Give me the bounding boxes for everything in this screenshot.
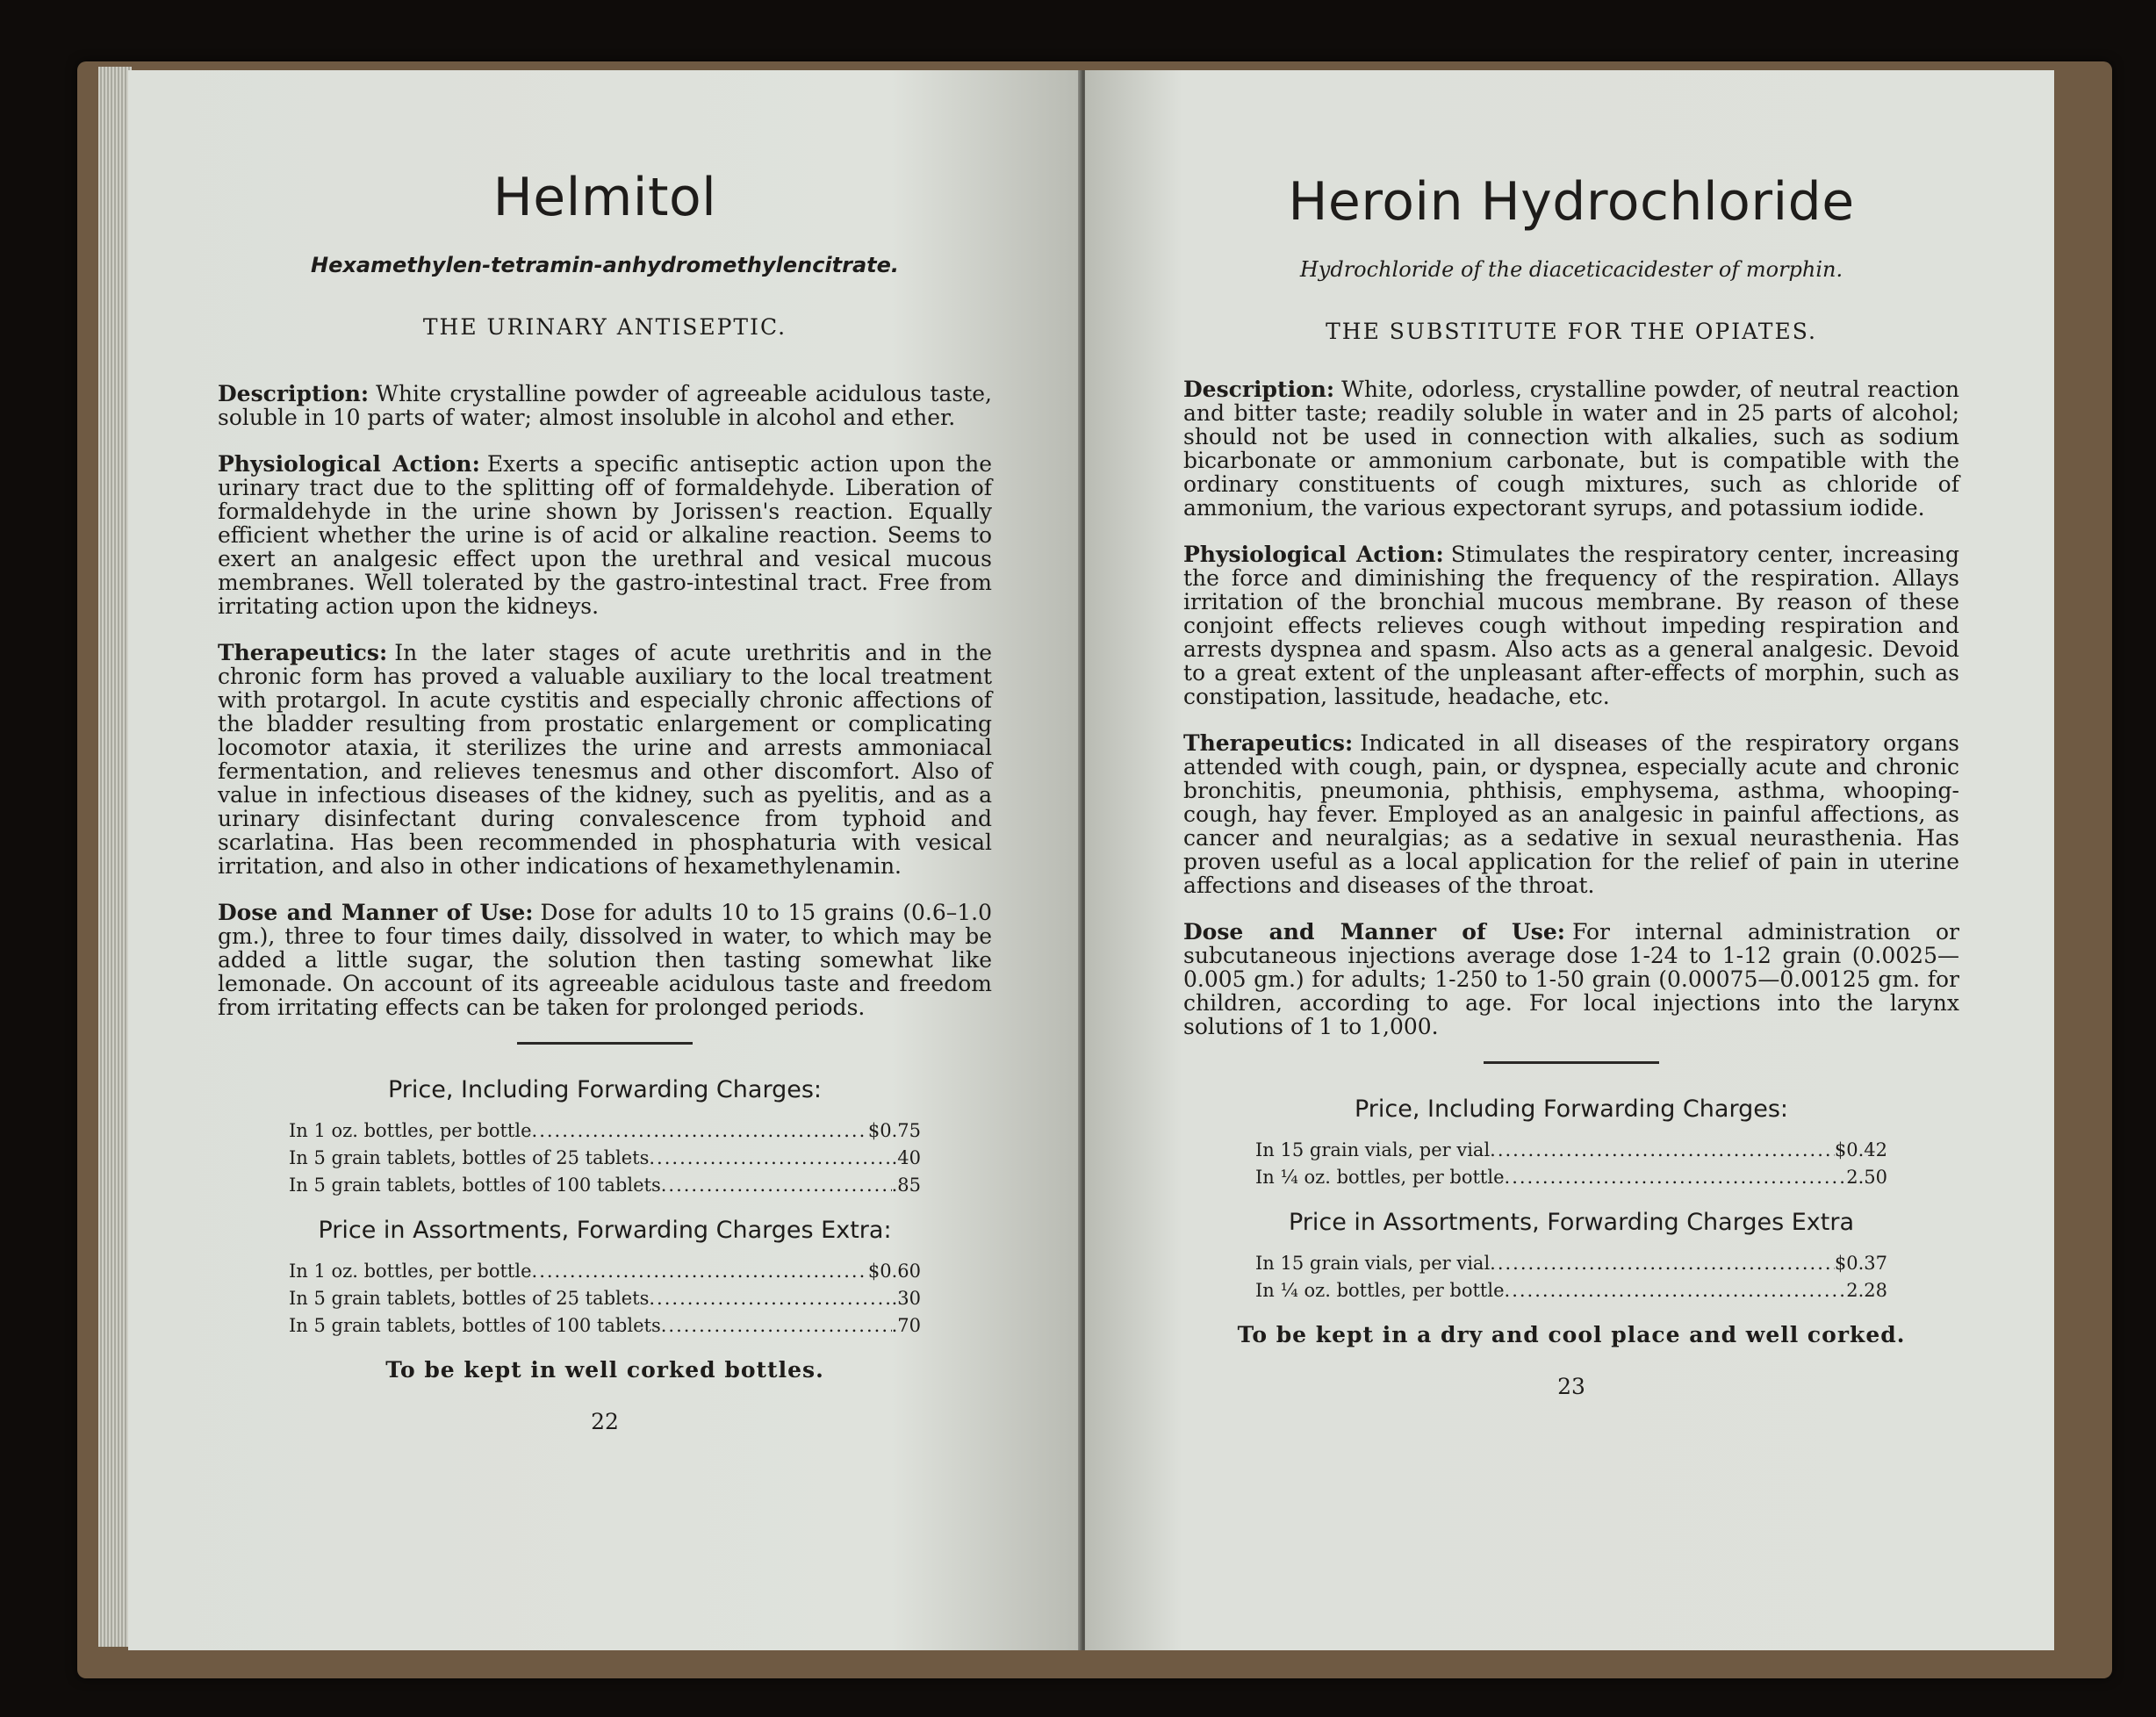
- right-page-content: [1183, 171, 1959, 1399]
- price-item: In 5 grain tablets, bottles of 100 tablets: [289, 1175, 661, 1196]
- left-page: [128, 70, 1082, 1650]
- price-row: [289, 1258, 921, 1285]
- price-item: In ¼ oz. bottles, per bottle: [1255, 1167, 1505, 1188]
- price-list: [1255, 1137, 1887, 1191]
- section-text: Dose for adults 10 to 15 grains (0.6–1.0 gm.), three to four times daily, dissolved in water, to which may be added a little sugar, the solution then tasting somewhat like lemonade. On account of its agreeable acidulous taste and freedom from irritating effects can be taken for prolonged periods.: [218, 900, 992, 1020]
- price-row: [289, 1172, 921, 1199]
- right-page: [1085, 70, 2054, 1650]
- left-page-content: [218, 167, 992, 1434]
- price-row: [1255, 1137, 1887, 1164]
- description-paragraph: [1183, 377, 1959, 520]
- price-value: .40: [891, 1147, 921, 1168]
- storage-note: To be kept in a dry and cool place and well corked.: [1237, 1322, 1906, 1347]
- right-page-title: Heroin Hydrochloride: [1288, 171, 1855, 233]
- section-label: Physiological Action:: [218, 451, 480, 477]
- price-item: In 1 oz. bottles, per bottle: [289, 1261, 532, 1282]
- price-item: In 5 grain tablets, bottles of 25 tablets: [289, 1288, 650, 1309]
- price-item: In 5 grain tablets, bottles of 100 tablets: [289, 1315, 661, 1336]
- page-edges: [98, 67, 132, 1647]
- page-number: 23: [1557, 1374, 1585, 1399]
- divider-rule: [1484, 1061, 1659, 1064]
- price-heading: Price, Including Forwarding Charges:: [387, 1076, 822, 1103]
- physiological-action-paragraph: [1183, 542, 1959, 708]
- section-text: White, odorless, crystalline powder, of neutral reaction and bitter taste; readily soluble in water and in 25 parts of alcohol; should not be used in connection with alkalies, such as sodium bicarbonate or ammonium carbonate, but is compatible with the ordinary constituents of cough mixtures, such as chloride of ammonium, the various expectorant syrups, and potassium iodide.: [1183, 377, 1959, 521]
- section-label: Therapeutics:: [218, 640, 388, 665]
- price-value: $0.75: [867, 1120, 921, 1141]
- assortment-heading: Price in Assortments, Forwarding Charges Extra:: [318, 1217, 892, 1244]
- divider-rule: [517, 1042, 693, 1045]
- price-value: .70: [891, 1315, 921, 1336]
- section-label: Therapeutics:: [1183, 730, 1354, 756]
- assortment-heading: Price in Assortments, Forwarding Charges Extra: [1288, 1209, 1855, 1236]
- price-list: [289, 1117, 921, 1199]
- price-row: [1255, 1164, 1887, 1191]
- price-value: $0.42: [1834, 1139, 1887, 1160]
- price-item: In 15 grain vials, per vial: [1255, 1139, 1491, 1160]
- physiological-action-paragraph: [218, 452, 992, 618]
- price-value: .85: [891, 1175, 921, 1196]
- price-row: [289, 1312, 921, 1340]
- price-row: [1255, 1277, 1887, 1304]
- price-value: $0.37: [1834, 1253, 1887, 1274]
- left-page-caption: THE URINARY ANTISEPTIC.: [422, 314, 787, 340]
- right-page-caption: THE SUBSTITUTE FOR THE OPIATES.: [1326, 319, 1817, 344]
- price-value: $0.60: [867, 1261, 921, 1282]
- price-item: In 1 oz. bottles, per bottle: [289, 1120, 532, 1141]
- section-text: In the later stages of acute urethritis and in the chronic form has proved a valuable auxiliary to the local treatment with protargol. In acute cystitis and especially chronic affections of the bladder resulting from prostatic enlargement or complicating locomotor ataxia, it sterilizes the urine and arrests ammoniacal fermentation, and relieves tenesmus and other discomfort. Also of value in infectious diseases of the kidney, such as pyelitis, and as a urinary disinfectant during convalescence from typhoid and scarlatina. Has been recommended in phosphaturia with vesical irritation, and also in other indications of hexamethylenamin.: [218, 640, 992, 879]
- section-text: White crystalline powder of agreeable acidulous taste, soluble in 10 parts of water; almost insoluble in alcohol and ether.: [218, 381, 992, 430]
- price-row: [1255, 1250, 1887, 1277]
- price-row: [289, 1285, 921, 1312]
- right-page-subtitle: Hydrochloride of the diaceticacidester of morphin.: [1299, 257, 1843, 282]
- section-label: Dose and Manner of Use:: [218, 900, 534, 925]
- therapeutics-paragraph: [218, 641, 992, 878]
- dose-paragraph: [218, 901, 992, 1019]
- therapeutics-paragraph: [1183, 731, 1959, 897]
- storage-note: To be kept in well corked bottles.: [385, 1357, 824, 1383]
- price-item: In 5 grain tablets, bottles of 25 tablets: [289, 1147, 650, 1168]
- price-value: 2.28: [1846, 1280, 1887, 1301]
- section-label: Physiological Action:: [1183, 542, 1444, 567]
- price-row: [289, 1145, 921, 1172]
- price-row: [289, 1117, 921, 1145]
- section-text: Stimulates the respiratory center, increasing the force and diminishing the frequency of the respiration. Allays irritation of the bronchial mucous membrane. By reason of these conjoint effects relieves cough without impeding respiration and arrests dyspnea and spasm. Also acts as a general analgesic. Devoid to a great extent of the unpleasant after-effects of morphin, such as constipation, lassitude, headache, etc.: [1183, 542, 1960, 709]
- section-label: Dose and Manner of Use:: [1183, 919, 1565, 945]
- assortment-price-list: [1255, 1250, 1887, 1304]
- price-heading: Price, Including Forwarding Charges:: [1354, 1096, 1788, 1123]
- section-label: Description:: [218, 381, 370, 406]
- section-text: Exerts a specific antiseptic action upon the urinary tract due to the splitting off of formaldehyde. Liberation of formaldehyde in the urine shown by Jorissen's reaction. Equally efficient whether the urine is of acid or alkaline reaction. Seems to exert an analgesic effect upon the urethral and vesical mucous membranes. Well tolerated by the gastro-intestinal tract. Free from irritating action upon the kidneys.: [218, 451, 992, 619]
- left-page-title: Helmitol: [492, 167, 717, 228]
- price-item: In 15 grain vials, per vial: [1255, 1253, 1491, 1274]
- section-label: Description:: [1183, 377, 1335, 402]
- price-value: 2.50: [1846, 1167, 1887, 1188]
- page-number: 22: [591, 1409, 619, 1434]
- section-text: Indicated in all diseases of the respiratory organs attended with cough, pain, or dyspnea, especially acute and chronic bronchitis, pneumonia, phthisis, emphysema, asthma, whooping-cough, hay fever. Employed as an analgesic in painful affections, as cancer and neuralgias; as a sedative in sexual neurasthenia. Has proven useful as a local application for the relief of pain in uterine affections and diseases of the throat.: [1183, 730, 1959, 898]
- description-paragraph: [218, 382, 992, 429]
- section-text: For internal administration or subcutaneous injections average dose 1-24 to 1-12 grain (0.0025—0.005 gm.) for adults; 1-250 to 1-50 grain (0.00075—0.00125 gm. for children, according to age. For local injections into the larynx solutions of 1 to 1,000.: [1183, 919, 1959, 1039]
- price-value: .30: [891, 1288, 921, 1309]
- dose-paragraph: [1183, 920, 1959, 1038]
- assortment-price-list: [289, 1258, 921, 1340]
- price-item: In ¼ oz. bottles, per bottle: [1255, 1280, 1505, 1301]
- left-page-subtitle: Hexamethylen-tetramin-anhydromethylencitrate.: [310, 253, 900, 277]
